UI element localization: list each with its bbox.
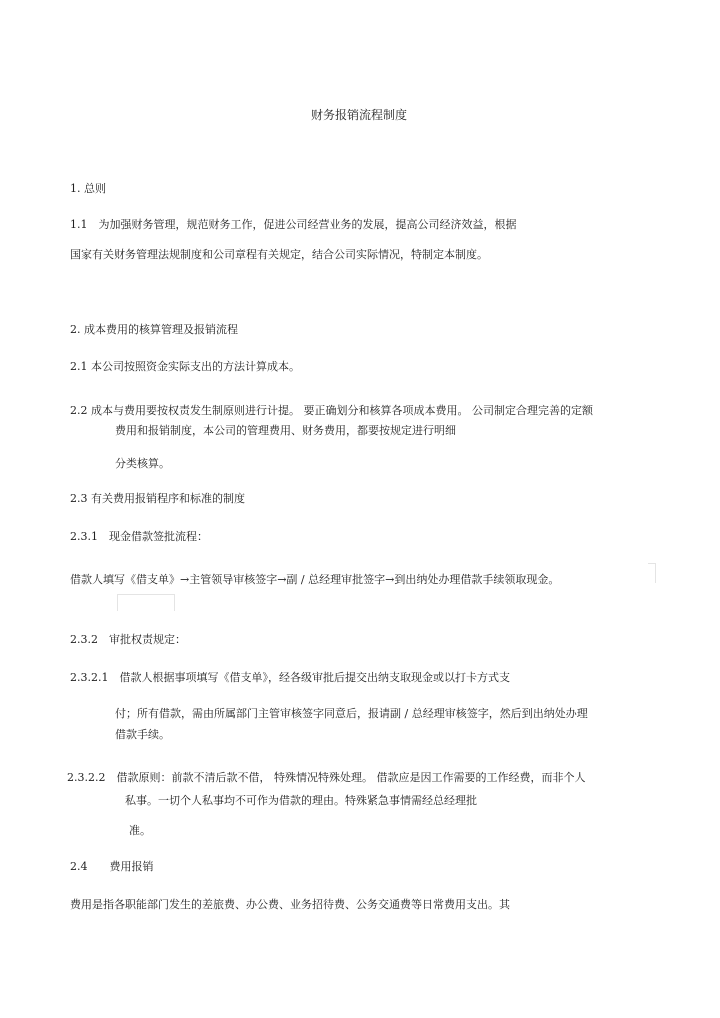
table-border-fragment <box>648 563 656 583</box>
subsection-heading: 2.3 有关费用报销程序和标准的制度 <box>70 492 245 505</box>
paragraph-line: 付；所有借款，需由所属部门主管审核签字同意后，报请副 / 总经理审核签字，然后到出纳处办理 <box>115 707 588 720</box>
paragraph-line: 国家有关财务管理法规制度和公司章程有关规定，结合公司实际情况，特制定本制度。 <box>70 248 488 261</box>
paragraph-line: 费用和报销制度，本公司的管理费用、财务费用，都要按规定进行明细 <box>115 424 456 437</box>
subsection-heading: 2.4 费用报销 <box>70 860 154 873</box>
table-border-fragment <box>117 594 175 611</box>
section-2-heading: 2. 成本费用的核算管理及报销流程 <box>70 323 238 336</box>
paragraph-line: 费用是指各职能部门发生的差旅费、办公费、业务招待费、公务交通费等日常费用支出。其 <box>70 898 510 911</box>
paragraph-line: 准。 <box>129 824 151 837</box>
paragraph-line: 借款手续。 <box>115 728 170 741</box>
paragraph-line: 1.1 为加强财务管理，规范财务工作，促进公司经营业务的发展，提高公司经济效益，根据 <box>70 218 517 231</box>
subsection-heading: 2.3.2 审批权责规定： <box>70 633 186 646</box>
paragraph-line: 2.1 本公司按照资金实际支出的方法计算成本。 <box>70 360 300 373</box>
document-title: 财务报销流程制度 <box>311 108 408 122</box>
paragraph-line: 2.3.2.1 借款人根据事项填写《借支单》，经各级审批后提交出纳支取现金或以打卡方式支 <box>70 671 510 684</box>
process-flow-line: 借款人填写《借支单》→主管领导审核签字→副 / 总经理审批签字→到出纳处办理借款手续领取现金。 <box>70 573 560 586</box>
section-1-heading: 1. 总则 <box>70 182 106 195</box>
subsection-heading: 2.3.1 现金借款签批流程： <box>70 530 208 543</box>
paragraph-line: 分类核算。 <box>115 457 170 470</box>
paragraph-line: 私事。一切个人私事均不可作为借款的理由。特殊紧急事情需经总经理批 <box>125 794 477 807</box>
paragraph-line: 2.3.2.2 借款原则：前款不清后款不借， 特殊情况特殊处理。 借款应是因工作需要的工作经费，而非个人 <box>67 771 586 784</box>
paragraph-line: 2.2 成本与费用要按权责发生制原则进行计提。 要正确划分和核算各项成本费用。 公司制定合理完善的定额 <box>70 404 593 417</box>
